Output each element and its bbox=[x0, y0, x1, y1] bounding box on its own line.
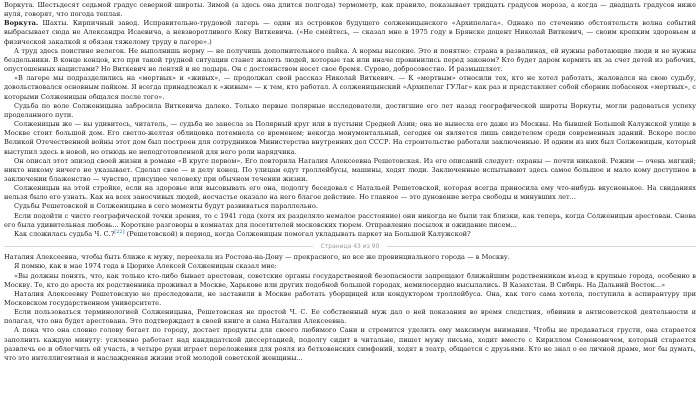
paragraph: Наталия Алексеевну Решетовскую не преследовали, не заставили в Москве работать уборщицей или кондуктором троллейбуса. Она, как того сама хотела, поступила в аспирантуру при Московском государственном университете. bbox=[4, 289, 696, 307]
paragraph: Солженицын на этой стройке, если на здоровье или высовывать его она, подолгу беседовал с Натальей Решетовской, которая всегда приносила ему что-нибудь вкусненькое. На свиданиях нельзя было его узнать. Как на всех заносчивых людей, несчастье оказало на него благое действие. Но главное — это дуновение ветра свободы и минувших лет... bbox=[4, 184, 696, 202]
paragraph: Солженицын же — вы удивитесь, читатель, — судьба не занесла за Полярный круг или в пустыни Средней Азии; она не вынесла его даже из Москвы. На бывшей Большой Калужской улице в Москве стоит большой дом. Его светло-желтая облицовка потемнела со временем; некогда монументальный, сегодня он является лишь свидетелем среди современных зданий. Вскоре после Великой Отечественной войны этот дом был построен для сотрудников Министерства внутренних дел СССР. На строительстве работали заключенные. И одним из них был Солженицын, который выступил здесь в новой, но отнюдь не неподготовленной для него роли нарядчика. bbox=[4, 120, 696, 156]
paragraph: Судьба по воле Солженицына забросила Виткевича далеко. Только первые полярные исследователи, достигшие его лет назад географической широты Воркуты, могли радоваться успеху проделанного пути. bbox=[4, 101, 696, 119]
paragraph: Судьбы Решетовской и Солженицына в сего моменты будут развиваться параллельно. bbox=[14, 202, 318, 211]
paragraph-text: Шахты. Кирпичный завод. Исправительно-трудовой лагерь — один из островков будущего солженицынского «Архипелага». Однако по стечению обстоятельств волна событий выбрасывает сюда не Александра Исаевича, а невзворотливого Коку Виткевича. («Не смейтесь, — сказал мне в 1975 году в Брянске доцент Николай Виткевич, — своим крепким здоровьем и физической закалкой я обязан тяжелому труду в лагере».) bbox=[4, 19, 696, 46]
paragraph: «В лагере мы подразделились на «мертвых» и «живых», — продолжал свой рассказ Николай Виткевич. — К «мертвым» относили тех, кто не хотел работать, жаловался на свою судьбу, довольствовался основным пайком. Я всегда принадлежал к «живым» — к тем, кто работал. А солженицынский «Архипелаг ГУЛаг» как раз и представляет собой сборник побасенок «мертвых», с которыми Солженицын общался после того». bbox=[4, 74, 696, 101]
paragraph: Если пользоваться терминологией Солженицына, Решетовская не простой Ч. С. Ее собственный муж дал о ней показания во время следствия, обвинив в антисоветской деятельности и полагал, что она будет арестована. Это подтверждает в своей книге и сама Наталия Алексеевна. bbox=[4, 308, 696, 326]
paragraph: Воркута. Шестьдесят седьмой градус северной широты. Зимой (а здесь она длится полгода) термометр, как правило, показывает тридцать градусов мороза, а когда — двадцать градусов ниже нуля, говорят, что погода теплая. bbox=[4, 1, 696, 19]
separator-line bbox=[4, 246, 313, 247]
paragraph-text: (Решетовской) в период, когда Солженицын помогал укладывать паркет на Большой Калужской? bbox=[126, 229, 471, 238]
paragraph bbox=[4, 19, 696, 46]
paragraph: А пока что она словно голову бегает по городу, достает продукты для своего любимого Сани и стремится уделить ему максимум внимания. Чтобы не предаваться грусти, она старается заполнить каждую минуту: усиленно работает над кандидатской диссертацией, подолгу сидит в читальне, пишет мужу письма, ходит вместе с Кириллом Семеновичем, который старается развлечь ее и облегчить ей участь, в четыре руки играет переложения для рояля из бетховенских симфоний, ходят в театр, общается с друзьями. Кто не знал о ее личной драме, мог бы думать, что это интеллигентная и наслажденная жизни этой молодой советской женщины... bbox=[4, 326, 696, 362]
paragraph: Я помню, как в мае 1974 года в Цюрихе Алексей Солженицын сказал мне: bbox=[14, 262, 277, 271]
paragraph-text: Как сложилась судьба Ч. С.? bbox=[14, 229, 115, 238]
paragraph-lead: Воркута. bbox=[4, 19, 39, 28]
separator-line bbox=[387, 246, 696, 247]
paragraph bbox=[4, 230, 696, 239]
page-number-label: Страница 43 из 90 bbox=[320, 243, 380, 251]
paragraph: Наталия Алексеевна, чтобы быть ближе к мужу, переехала из Ростова-на-Дону — прекрасного, но все же провинциального города — в Москву. bbox=[4, 253, 510, 262]
paragraph: Если подойти с чисто географической точки зрения, то с 1941 года (хотя их разделяло немалое расстояние) они никогда не были так близки, как теперь, когда Солженицын арестован. Снова его была удивительная любовь... Короткие разговоры в комнатах для посетителей московских тюрем. Отправление посылок и ожидание писем... bbox=[4, 211, 696, 229]
page-separator bbox=[4, 242, 696, 251]
paragraph: «Вы должны понять, что, как только кто-либо бывает арестован, советские органы государственной безопасности запрещают ближайшим родственникам въезд в крупные города, особенно в Москву. Те, кто до ареста их родственника проживал в Москве, Харькове или других подобной большой городах, немилосердно высылались. В Казахстан. В Сибирь. На Дальний Восток...» bbox=[4, 271, 696, 289]
paragraph: Он описал этот эпизод своей жизни в романе «В круге первом». Его повторила Наталия Алексеевна Решетовская. Из его описаний следует: охраны — почти никакой. Режим — очень мягкий; никто никому ничего не указывает. Сделал свое — и делу конец. По улицам едут троллейбусы, машины, ходят люди. Заключенные испытывают здесь самое большое и мало кому доступное в заключении блаженство — чувство, присущее человеку при обычном течении жизни. bbox=[4, 156, 696, 183]
paragraph: А труд здесь поистине нелегок. Не выполнишь норму — не получишь дополнительного пайка. А нормы высокие. Это и понятно: страна в развалинах, ей нужны работающие люди и не нужны бездельники. В конце концов, кто при такой трудной ситуации станет жалеть людей, которые так или иначе провинились перед законом? Кто будет даром кормить их за счет детей из рабочих, опустошенных нацистами? Но Виткевич не лентяй и не лодырь. Он с достоинством несет свое бремя. Сурово, добросовестно. И размышляет. bbox=[4, 46, 696, 74]
footnote-link[interactable]: [22] bbox=[114, 228, 125, 235]
